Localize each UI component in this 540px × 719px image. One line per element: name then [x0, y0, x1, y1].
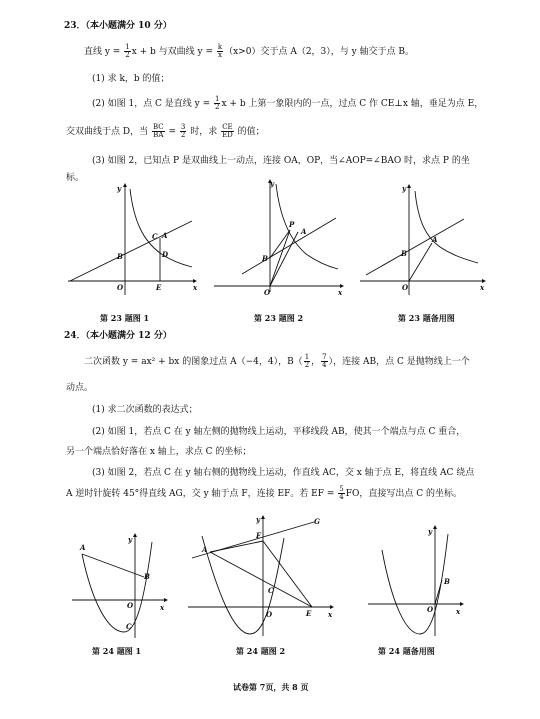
- label-o: O: [127, 601, 134, 610]
- label-d: D: [162, 250, 169, 259]
- q24-caption-3: 第 24 题备用图: [378, 646, 435, 656]
- q24-part3-line1: (3) 如图 2，若点 C 在 y 轴右侧的抛物线上运动，作直线 AC，交 x 轴于点 E，将直线 AC 绕点: [92, 468, 475, 478]
- label-c: C: [152, 232, 158, 241]
- label-b: B: [444, 577, 450, 586]
- label-g: G: [314, 517, 320, 526]
- q24-part1: (1) 求二次函数的表达式；: [92, 405, 198, 415]
- label-e: E: [306, 609, 312, 618]
- label-a: A: [301, 227, 307, 236]
- label-b: B: [262, 254, 268, 263]
- label-x: x: [328, 610, 333, 619]
- q24-part3-line2: A 逆时针旋转 45°得直线 AG，交 y 轴于点 F，连接 EF。若 EF = $\frac{5}{4}$ FO，直接写出点 C 的坐标。: [66, 485, 462, 501]
- label-y: y: [117, 184, 122, 193]
- q24-stem-line2: 动点。: [66, 383, 94, 393]
- label-o: O: [266, 610, 273, 619]
- label-c: C: [268, 586, 274, 595]
- q23-figure-3: [360, 183, 490, 298]
- label-a: A: [202, 545, 208, 554]
- label-a: A: [432, 235, 438, 244]
- label-p: P: [289, 220, 295, 229]
- q23-part2-line2: 交双曲线于点 D，当 $\frac{BC}{BA}$ = $\frac{3}{2}$ 时，求 $\frac{CE}{ED}$ 的值；: [66, 123, 265, 139]
- label-x: x: [480, 283, 485, 292]
- q23-stem: 直线 y = $\frac{1}{2}$ x + b 与双曲线 y = $\frac{k}{x}$ （x>0）交于点 A（2，3），与 y 轴交于点 B。: [84, 43, 415, 59]
- q23-part3-line2: 标。: [66, 173, 85, 183]
- label-a: A: [162, 231, 168, 240]
- label-c: C: [126, 622, 132, 631]
- label-o: O: [264, 288, 271, 297]
- q24-part2-line2: 另一个端点恰好落在 x 轴上，求点 C 的坐标；: [66, 447, 252, 457]
- page-footer: 试卷第 7页，共 8 页: [233, 682, 309, 692]
- q23-caption-3: 第 23 题备用图: [398, 313, 455, 323]
- q24-figure-1: [72, 532, 182, 642]
- label-x: x: [160, 603, 165, 612]
- q23-figure-2: [214, 178, 344, 297]
- label-y: y: [256, 515, 261, 524]
- q23-figure-1: [68, 183, 198, 298]
- label-y: y: [428, 527, 433, 536]
- label-x: x: [338, 288, 343, 297]
- q23-caption-2: 第 23 题图 2: [254, 313, 304, 323]
- q23-caption-1: 第 23 题图 1: [100, 313, 150, 323]
- label-x: x: [193, 283, 198, 292]
- label-y: y: [128, 535, 133, 544]
- q24-caption-1: 第 24 题图 1: [92, 646, 142, 656]
- label-b: B: [144, 572, 150, 581]
- q23-part3-line1: (3) 如图 2，已知点 P 是双曲线上一动点，连接 OA，OP，当∠AOP=∠BAO 时，求点 P 的坐: [92, 156, 470, 166]
- q24-stem-line1: 二次函数 y = ax² + bx 的图象过点 A（−4，4），B（ $\frac{1}{2}$ ， $\frac{7}{4}$ ），连接 AB，点 C 是抛物线上一个: [84, 353, 470, 369]
- label-y: y: [270, 179, 275, 188]
- label-b: B: [117, 252, 123, 261]
- label-x: x: [456, 607, 461, 616]
- q23-header: 23．（本小题满分 10 分）: [64, 21, 172, 31]
- q24-part2-line1: (2) 如图 1，若点 C 在 y 轴左侧的抛物线上运动，平移线段 AB，使其一个端点与点 C 重合，: [92, 427, 466, 437]
- label-f: F: [256, 531, 261, 540]
- q24-figure-3: [368, 524, 468, 639]
- q23-part2-line1: (2) 如图 1，点 C 是直线 y = $\frac{1}{2}$ x + b 上第一象限内的一点，过点 C 作 CE⊥x 轴，垂足为点 E，: [92, 95, 484, 111]
- q23-part1: (1) 求 k，b 的值；: [92, 74, 170, 84]
- label-o: O: [427, 605, 434, 614]
- label-o: O: [402, 283, 409, 292]
- label-a: A: [80, 543, 86, 552]
- label-b: B: [401, 249, 407, 258]
- label-e: E: [156, 283, 162, 292]
- q24-figure-2: [188, 514, 338, 639]
- label-y: y: [402, 184, 407, 193]
- label-o: O: [117, 283, 124, 292]
- q24-header: 24．（本小题满分 12 分）: [64, 331, 172, 341]
- q24-caption-2: 第 24 题图 2: [236, 646, 286, 656]
